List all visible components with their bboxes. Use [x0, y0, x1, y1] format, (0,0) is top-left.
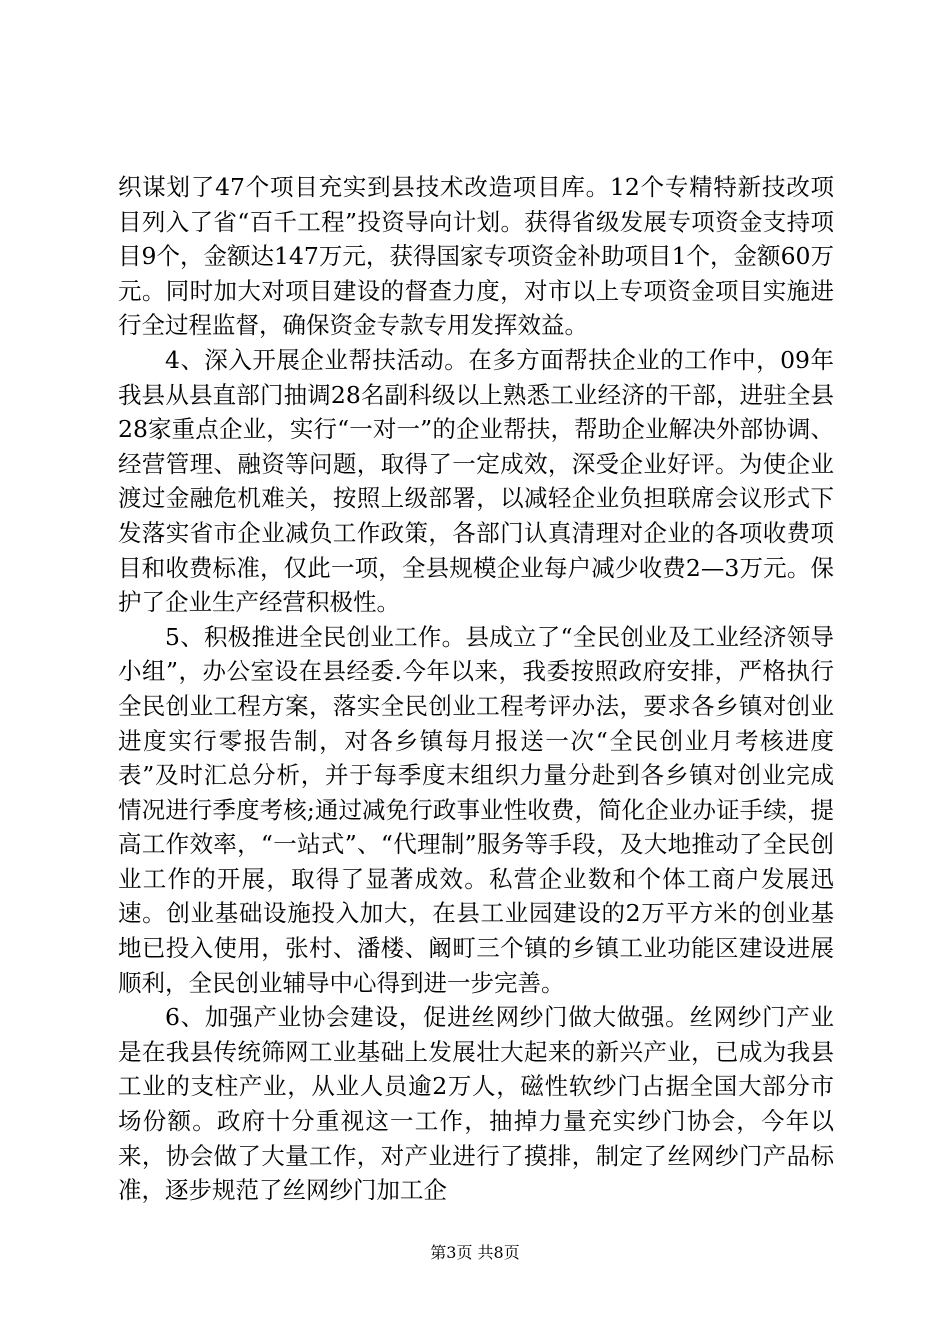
page-footer: 第3页 共8页	[430, 1243, 520, 1262]
paragraph-entrepreneurship: 5、积极推进全民创业工作。县成立了“全民创业及工业经济领导小组”，办公室设在县经委.今年以来，我委按照政府安排，严格执行全民创业工程方案，落实全民创业工程考评办法，要求各乡镇对创业进度实行零报告制，对各乡镇每月报送一次“全民创业月考核进度表”及时汇总分析，并于每季度末组织力量分赴到各乡镇对创业完成情况进行季度考核;通过减免行政事业性收费，简化企业办证手续，提高工作效率，“一站式”、“代理制”服务等手段，及大地推动了全民创业工作的开展，取得了显著成效。私营企业数和个体工商户发展迅速。创业基础设施投入加大，在县工业园建设的2万平方米的创业基地已投入使用，张村、潘楼、阚町三个镇的乡镇工业功能区建设进展顺利，全民创业辅导中心得到进一步完善。	[118, 622, 834, 997]
paragraph-industry-association: 6、加强产业协会建设，促进丝网纱门做大做强。丝网纱门产业是在我县传统筛网工业基础上发展壮大起来的新兴产业，已成为我县工业的支柱产业，从业人员逾2万人，磁性软纱门占据全国大部分市场份额。政府十分重视这一工作，抽掉力量充实纱门协会，今年以来，协会做了大量工作，对产业进行了摸排，制定了丝网纱门产品标准，逐步规范了丝网纱门加工企	[118, 1003, 834, 1205]
paragraph-enterprise-support: 4、深入开展企业帮扶活动。在多方面帮扶企业的工作中，09年我县从县直部门抽调28名副科级以上熟悉工业经济的干部，进驻全县28家重点企业，实行“一对一”的企业帮扶，帮助企业解决外部协调、经营管理、融资等问题，取得了一定成效，深受企业好评。为使企业渡过金融危机难关，按照上级部署，以减轻企业负担联席会议形式下发落实省市企业减负工作政策，各部门认真清理对企业的各项收费项目和收费标准，仅此一项，全县规模企业每户减少收费2—3万元。保护了企业生产经营积极性。	[118, 345, 834, 617]
paragraph-continuation: 织谋划了47个项目充实到县技术改造项目库。12个专精特新技改项目列入了省“百千工程”投资导向计划。获得省级发展专项资金支持项目9个，金额达147万元，获得国家专项资金补助项目1个，金额60万元。同时加大对项目建设的督查力度，对市以上专项资金项目实施进行全过程监督，确保资金专款专用发挥效益。	[118, 173, 834, 340]
document-body	[118, 170, 834, 1208]
